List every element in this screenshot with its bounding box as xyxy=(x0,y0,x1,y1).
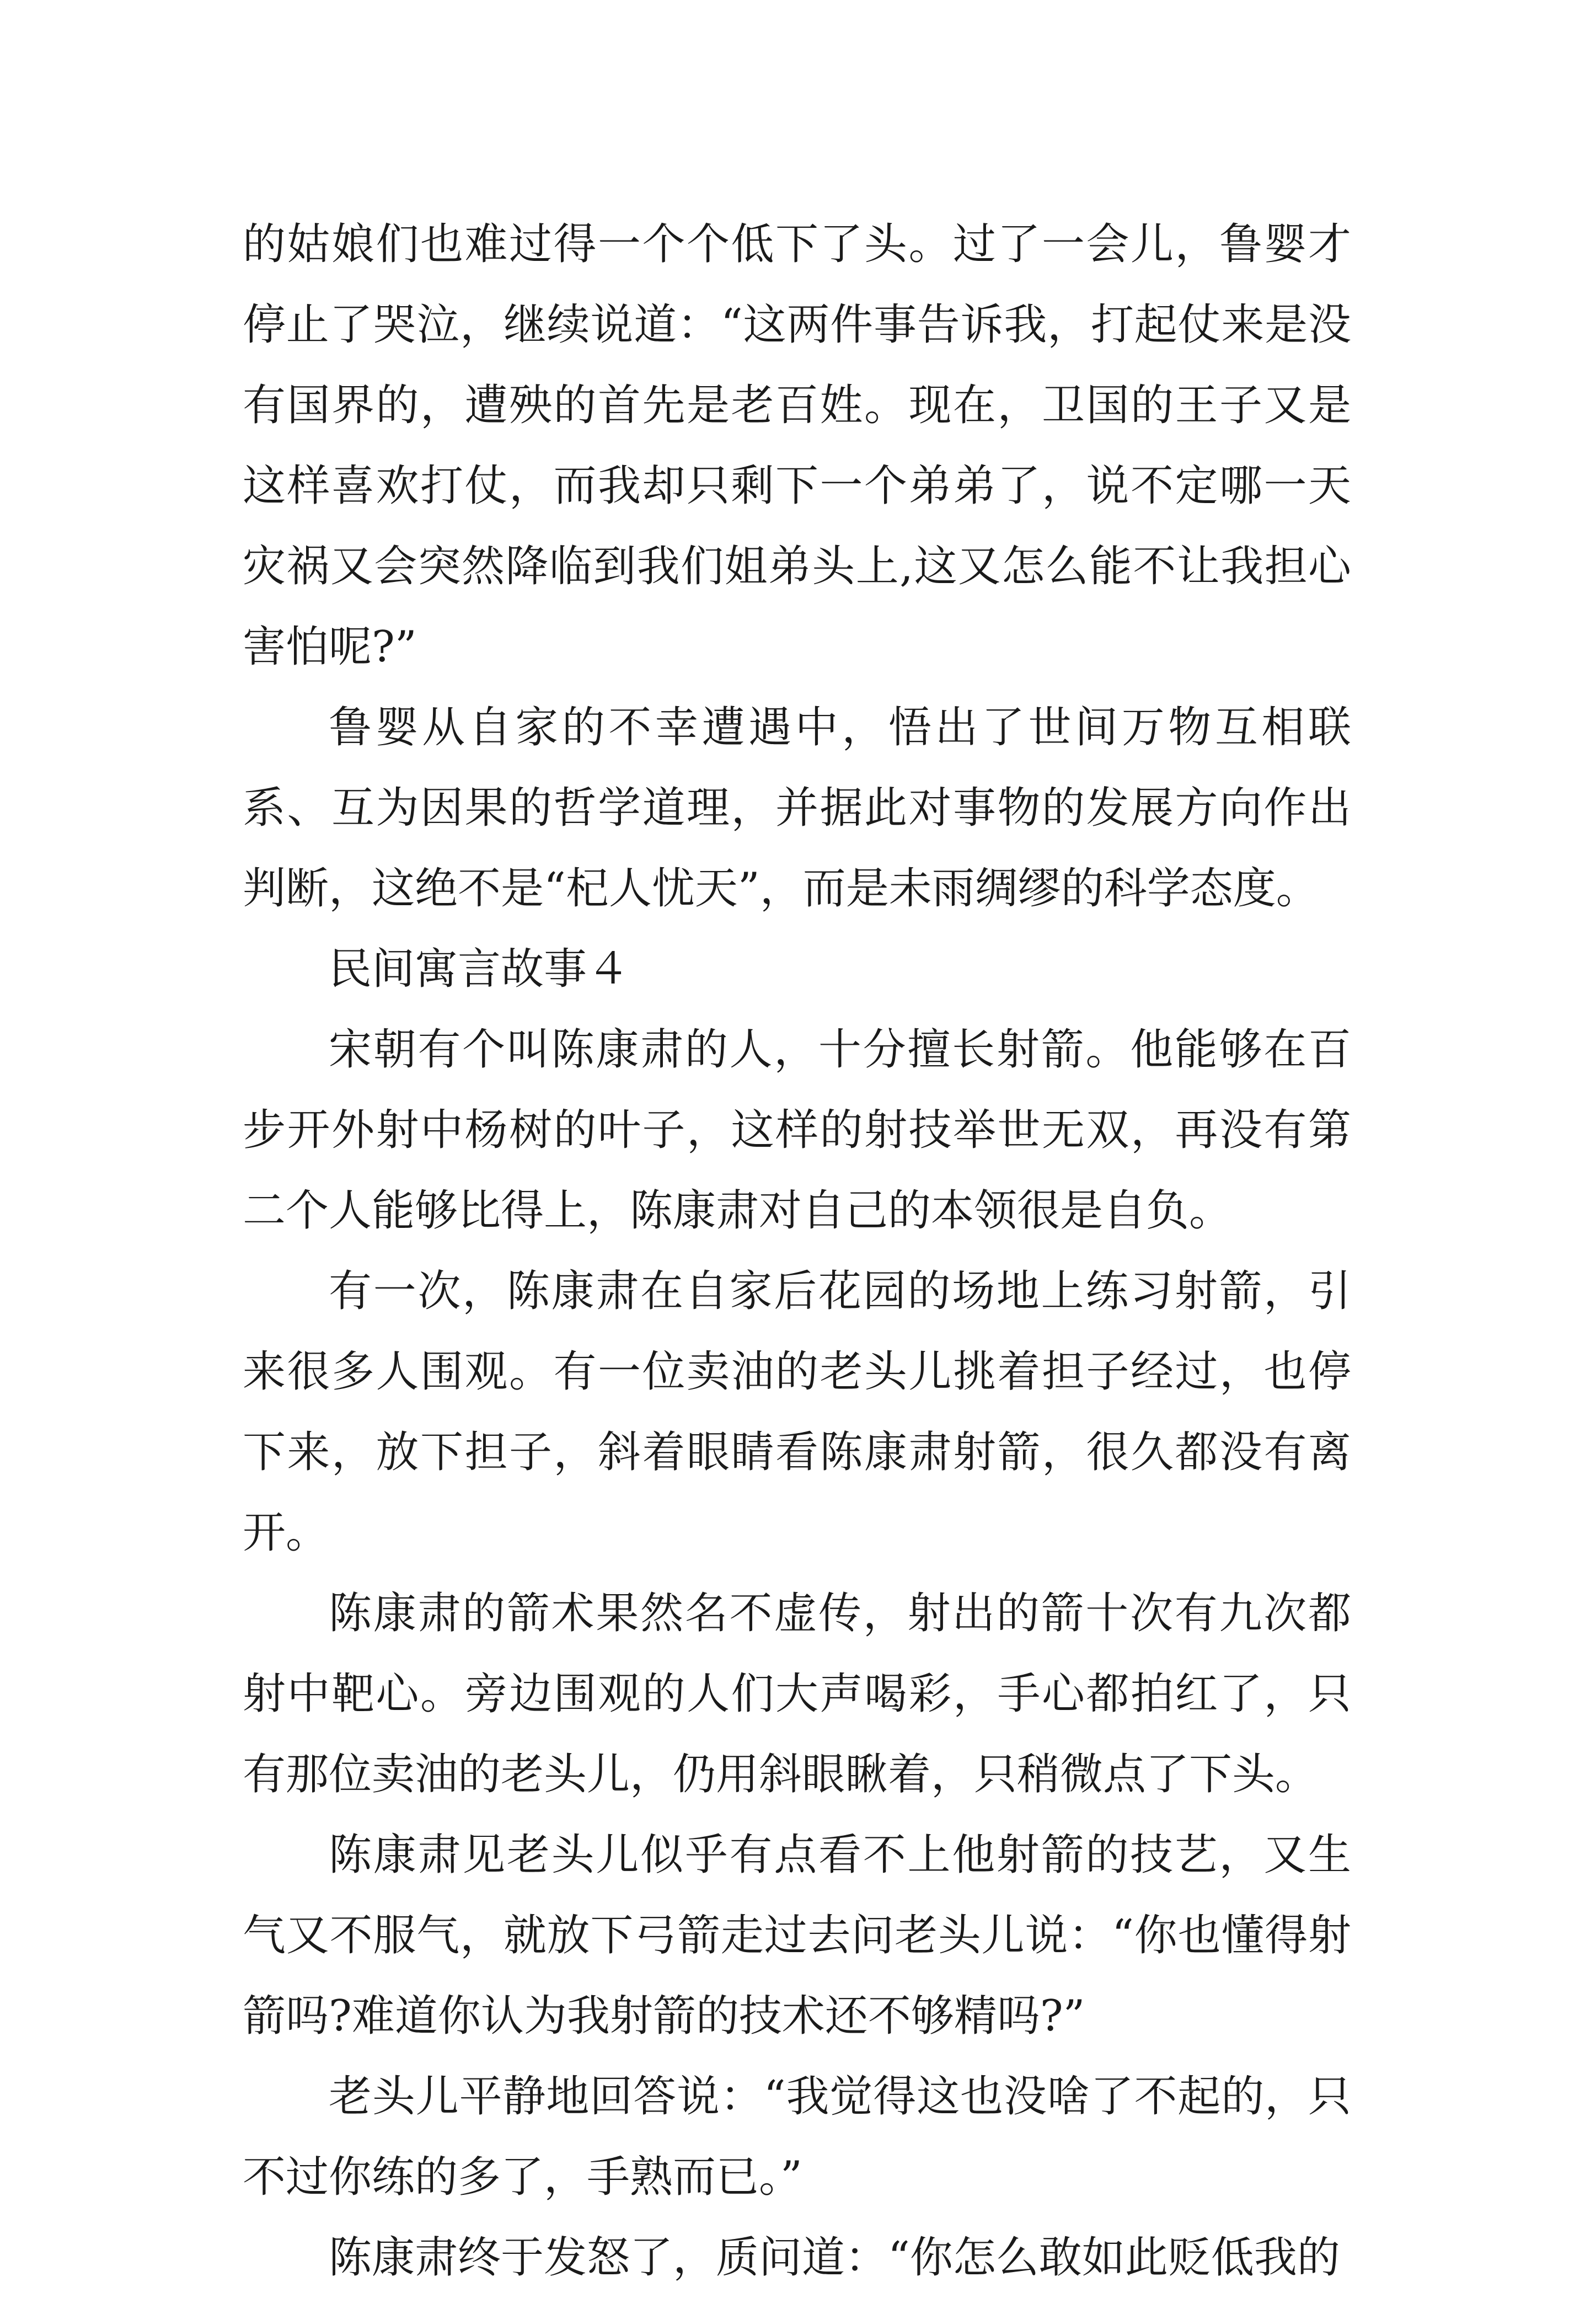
paragraph: 有一次，陈康肃在自家后花园的场地上练习射箭，引来很多人围观。有一位卖油的老头儿挑着担子经过，也停下来，放下担子，斜着眼睛看陈康肃射箭，很久都没有离开。 xyxy=(243,1266,1351,1558)
body-text xyxy=(243,204,1351,2298)
paragraph: 陈康肃终于发怒了，质问道：“你怎么敢如此贬低我的 xyxy=(329,2233,1340,2283)
paragraph: 老头儿平静地回答说：“我觉得这也没啥了不起的，只不过你练的多了，手熟而已。” xyxy=(243,2072,1351,2202)
paragraph-continued: 的姑娘们也难过得一个个低下了头。过了一会儿，鲁婴才停止了哭泣，继续说道：“这两件事告诉我，打起仗来是没有国界的，遭殃的首先是老百姓。现在，卫国的王子又是这样喜欢打仗，而我却只剩下一个弟弟了，说不定哪一天灾祸又会突然降临到我们姐弟头上,这又怎么能不让我担心害怕呢?” xyxy=(243,220,1351,672)
section-heading: 民间寓言故事４ xyxy=(329,944,630,994)
paragraph-conclusion: 鲁婴从自家的不幸遭遇中，悟出了世间万物互相联系、互为因果的哲学道理，并据此对事物的发展方向作出判断，这绝不是“杞人忧天”，而是未雨绸缪的科学态度。 xyxy=(243,703,1351,913)
paragraph: 陈康肃的箭术果然名不虚传，射出的箭十次有九次都射中靶心。旁边围观的人们大声喝彩，手心都拍红了，只有那位卖油的老头儿，仍用斜眼瞅着，只稍微点了下头。 xyxy=(243,1589,1351,1799)
paragraph: 宋朝有个叫陈康肃的人，十分擅长射箭。他能够在百步开外射中杨树的叶子，这样的射技举世无双，再没有第二个人能够比得上，陈康肃对自己的本领很是自负。 xyxy=(243,1025,1351,1236)
paragraph: 陈康肃见老头儿似乎有点看不上他射箭的技艺，又生气又不服气，就放下弓箭走过去问老头儿说：“你也懂得射箭吗?难道你认为我射箭的技术还不够精吗?” xyxy=(243,1830,1351,2041)
